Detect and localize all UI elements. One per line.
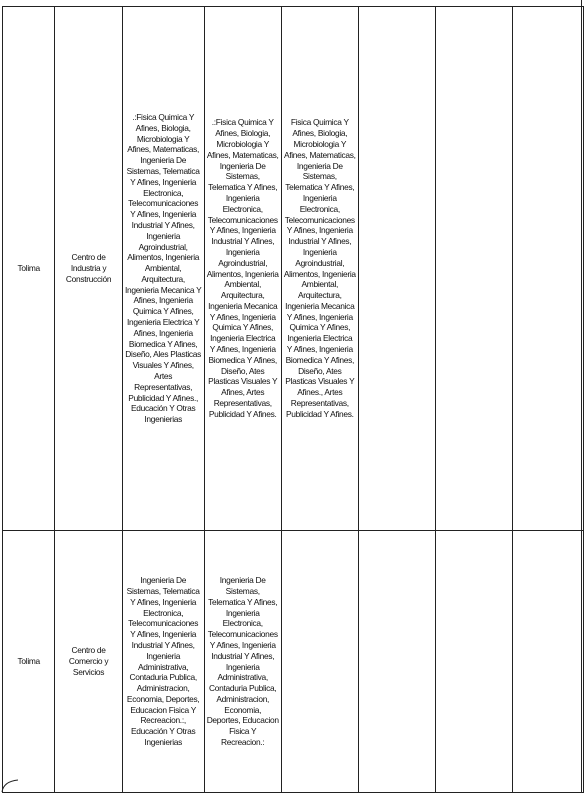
empty-cell <box>281 531 358 793</box>
department-cell: Tolima <box>3 531 55 793</box>
table-row <box>3 7 584 531</box>
training-center-cell: Centro de Industria y Construcción <box>55 7 122 531</box>
academic-profile-cell: Fisica Quimica Y Afines, Biologia, Microbiologia Y Afines, Matematicas, Ingenieria De Sistemas, Telematica Y Afines, Ingenieria Electronica, Telecomunicaciones Y Afines, Ingenieria Industrial Y Afines, Ingenieria Agroindustrial, Alimentos, Ingenieria Ambiental, Arquitectura, Ingenieria Mecanica Y Afines, Ingenieria Quimica Y Afines, Ingenieria Electrica Y Afines, Ingenieria Biomedica Y Afines, Diseño, Ates Plasticas Visuales Y Afines., Artes Representativas, Publicidad Y Afines. <box>281 7 358 531</box>
requirements-table <box>2 6 584 793</box>
empty-cell <box>435 7 512 531</box>
training-center-cell: Centro de Comercio y Servicios <box>55 531 122 793</box>
empty-cell <box>358 7 435 531</box>
empty-cell <box>512 531 583 793</box>
empty-cell <box>512 7 583 531</box>
academic-profile-cell: Ingenieria De Sistemas, Telematica Y Afines, Ingenieria Electronica, Telecomunicaciones Y Afines, Ingenieria Industrial Y Afines, Ingenieria Administrativa, Contaduria Publica, Administracion, Economia, Deportes, Educacion Fisica Y Recreacion.:, Educación Y Otras Ingenierias <box>122 531 204 793</box>
empty-cell <box>358 531 435 793</box>
department-cell: Tolima <box>3 7 55 531</box>
academic-profile-cell: .:Fisica Quimica Y Afines, Biologia, Microbiologia Y Afines, Matematicas, Ingenieria De Sistemas, Telematica Y Afines, Ingenieria Electronica, Telecomunicaciones Y Afines, Ingenieria Industrial Y Afines, Ingenieria Agroindustrial, Alimentos, Ingenieria Ambiental, Arquitectura, Ingenieria Mecanica Y Afines, Ingenieria Quimica Y Afines, Ingenieria Electrica Y Afines, Ingenieria Biomedica Y Afines, Diseño, Ales Plasticas Visuales Y Afines, Artes Representativas, Publicidad Y Afines., Educación Y Otras Ingenierias <box>122 7 204 531</box>
page-edge-rule <box>581 0 582 792</box>
empty-cell <box>435 531 512 793</box>
academic-profile-cell: .:Fisica Quimica Y Afines, Biologia, Microbiologia Y Afines, Matematicas, Ingenieria De Sistemas, Telematica Y Afines, Ingenieria Electronica, Telecomunicaciones Y Afines, Ingenieria Industrial Y Afines, Ingenieria Agroindustrial, Alimentos, Ingenieria Ambiental, Arquitectura, Ingenieria Mecanica Y Afines, Ingenieria Quimica Y Afines, Ingenieria Electrica Y Afines, Ingenieria Biomedica Y Afines, Diseño, Ates Plasticas Visuales Y Afines, Artes Representativas, Publicidad Y Afines. <box>204 7 281 531</box>
academic-profile-cell: Ingenieria De Sistemas, Telematica Y Afines, Ingenieria Electronica, Telecomunicaciones Y Afines, Ingenieria Industrial Y Afines, Ingenieria Administrativa, Contaduria Publica, Administracion, Economia, Deportes, Educacion Fisica Y Recreacion.: <box>204 531 281 793</box>
table-row <box>3 531 584 793</box>
scan-mark-curve <box>0 776 20 792</box>
